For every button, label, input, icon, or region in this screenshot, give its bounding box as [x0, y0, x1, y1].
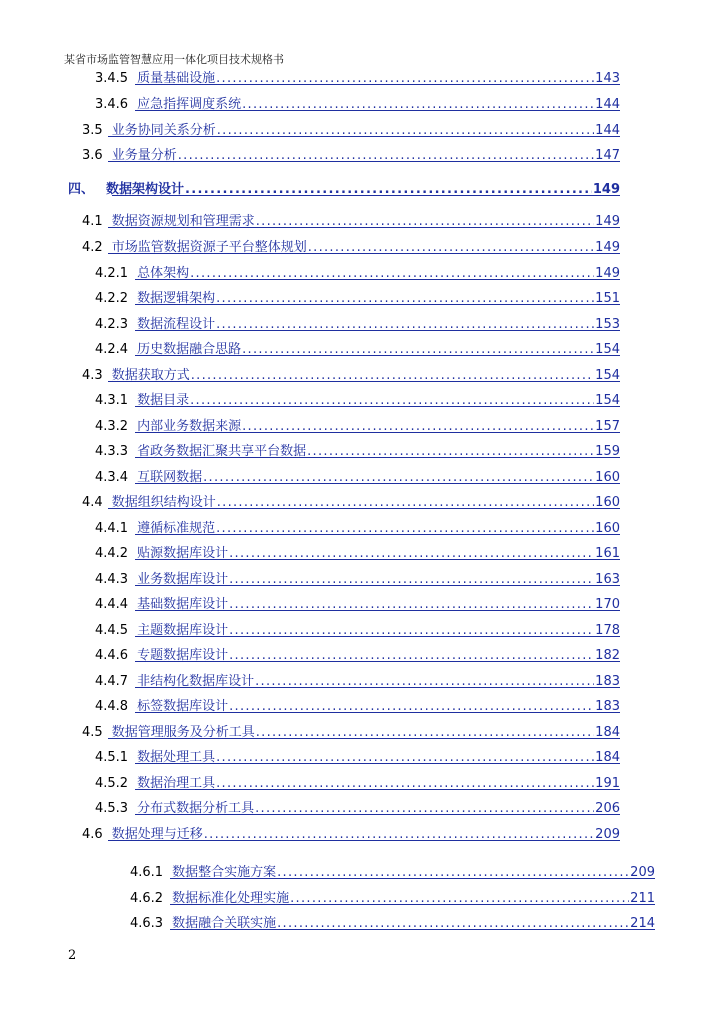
toc-entry-page: 149 — [595, 214, 620, 229]
toc-entry[interactable] — [95, 797, 620, 817]
link-underline — [108, 840, 620, 841]
toc-entry-page: 214 — [630, 916, 655, 931]
link-underline — [135, 330, 620, 331]
toc-entry-number: 4.4.8 — [95, 699, 129, 714]
toc-entry-number: 4.6 — [82, 827, 103, 842]
toc-entry-number: 4.3.2 — [95, 419, 129, 434]
toc-entry[interactable] — [95, 517, 620, 537]
toc-entry-title: 互联网数据 — [137, 470, 203, 485]
link-underline — [135, 559, 620, 560]
toc-entry-page: 209 — [630, 865, 655, 880]
toc-entry-page: 151 — [595, 291, 620, 306]
toc-entry-title: 总体架构 — [137, 266, 190, 281]
toc-entry-page: 160 — [595, 470, 620, 485]
link-underline — [135, 687, 620, 688]
toc-entry-title: 数据获取方式 — [111, 368, 190, 383]
link-underline — [135, 406, 620, 407]
toc-entry-page: 143 — [595, 71, 620, 86]
toc-entry-page: 149 — [595, 266, 620, 281]
toc-entry-page: 159 — [595, 444, 620, 459]
link-underline — [108, 136, 620, 137]
toc-entry-number: 4.5.3 — [95, 801, 129, 816]
link-underline — [108, 161, 620, 162]
toc-entry-page: 154 — [595, 393, 620, 408]
link-underline — [135, 610, 620, 611]
toc-entry-page: 157 — [595, 419, 620, 434]
toc-entry-title: 数据逻辑架构 — [137, 291, 216, 306]
toc-entry-title: 数据融合关联实施 — [172, 916, 277, 931]
toc-entry-title: 贴源数据库设计 — [137, 546, 229, 561]
link-underline — [135, 814, 620, 815]
toc-entry-page: 154 — [595, 342, 620, 357]
toc-entry-title: 业务量分析 — [111, 148, 177, 163]
toc-entry-number: 4.2.1 — [95, 266, 129, 281]
toc-entry[interactable] — [95, 389, 620, 409]
link-underline — [135, 585, 620, 586]
toc-entry[interactable] — [95, 287, 620, 307]
link-underline — [135, 712, 620, 713]
toc-entry-page: 149 — [592, 182, 620, 197]
toc-entry[interactable] — [95, 593, 620, 613]
toc-entry-page: 170 — [595, 597, 620, 612]
link-underline — [108, 381, 620, 382]
toc-entry-page: 183 — [595, 699, 620, 714]
toc-entry-number: 4.1 — [82, 214, 103, 229]
toc-entry[interactable] — [95, 644, 620, 664]
toc-entry-title: 基础数据库设计 — [137, 597, 229, 612]
toc-entry-number: 4.2.4 — [95, 342, 129, 357]
toc-entry[interactable] — [95, 670, 620, 690]
toc-entry[interactable] — [130, 887, 655, 907]
toc-entry[interactable] — [82, 144, 620, 164]
toc-entry-title: 市场监管数据资源子平台整体规划 — [111, 240, 307, 255]
link-underline — [108, 508, 620, 509]
toc-entry[interactable] — [95, 440, 620, 460]
toc-entry[interactable] — [82, 364, 620, 384]
toc-entry-page: 160 — [595, 495, 620, 510]
toc-entry-number: 4.3.4 — [95, 470, 129, 485]
toc-entry[interactable] — [95, 93, 620, 113]
toc-entry[interactable] — [95, 262, 620, 282]
toc-entry-title: 数据架构设计 — [106, 182, 185, 197]
toc-entry[interactable] — [95, 542, 620, 562]
toc-entry-number: 4.5.1 — [95, 750, 129, 765]
toc-entry-page: 153 — [595, 317, 620, 332]
link-underline — [135, 304, 620, 305]
toc-entry-page: 206 — [595, 801, 620, 816]
toc-entry-title: 数据处理工具 — [137, 750, 216, 765]
toc-entry-number: 4.5.2 — [95, 776, 129, 791]
toc-entry[interactable] — [68, 178, 620, 198]
link-underline — [170, 904, 655, 905]
link-underline — [135, 84, 620, 85]
toc-entry-page: 149 — [595, 240, 620, 255]
toc-entry[interactable] — [95, 619, 620, 639]
link-underline — [135, 110, 620, 111]
toc-entry-page: 178 — [595, 623, 620, 638]
toc-entry-page: 147 — [595, 148, 620, 163]
toc-entry-number: 4.6.1 — [130, 865, 164, 880]
toc-entry[interactable] — [95, 415, 620, 435]
toc-entry[interactable] — [82, 210, 620, 230]
toc-entry-number: 4.4.5 — [95, 623, 129, 638]
link-underline — [135, 483, 620, 484]
toc-entry-title: 历史数据融合思路 — [137, 342, 242, 357]
toc-entry-title: 数据目录 — [137, 393, 190, 408]
toc-entry-title: 数据管理服务及分析工具 — [111, 725, 255, 740]
toc-entry-title: 业务数据库设计 — [137, 572, 229, 587]
toc-entry-number: 4.2 — [82, 240, 103, 255]
toc-entry-title: 内部业务数据来源 — [137, 419, 242, 434]
toc-entry-page: 144 — [595, 97, 620, 112]
toc-entry-title: 数据组织结构设计 — [111, 495, 216, 510]
link-underline — [135, 763, 620, 764]
toc-entry[interactable] — [95, 313, 620, 333]
toc-entry-number: 四、 — [68, 182, 95, 197]
toc-entry-title: 非结构化数据库设计 — [137, 674, 255, 689]
toc-entry[interactable] — [95, 746, 620, 766]
link-underline — [108, 738, 620, 739]
toc-entry[interactable] — [82, 491, 620, 511]
toc-entry[interactable] — [95, 772, 620, 792]
link-underline — [135, 661, 620, 662]
toc-entry-number: 4.6.2 — [130, 891, 164, 906]
toc-entry-title: 数据资源规划和管理需求 — [111, 214, 255, 229]
toc-entry-page: 184 — [595, 750, 620, 765]
toc-entry-number: 4.4.6 — [95, 648, 129, 663]
toc-entry-page: 211 — [630, 891, 655, 906]
toc-entry-number: 4.3.3 — [95, 444, 129, 459]
toc-entry-number: 3.6 — [82, 148, 103, 163]
toc-entry-page: 182 — [595, 648, 620, 663]
toc-entry[interactable] — [95, 67, 620, 87]
toc-entry[interactable] — [95, 466, 620, 486]
toc-entry-title: 业务协同关系分析 — [111, 123, 216, 138]
link-underline — [108, 227, 620, 228]
link-underline — [108, 253, 620, 254]
toc-entry-title: 数据整合实施方案 — [172, 865, 277, 880]
toc-entry-number: 4.4 — [82, 495, 103, 510]
toc-entry-page: 163 — [595, 572, 620, 587]
link-underline — [135, 636, 620, 637]
link-underline — [135, 534, 620, 535]
toc-entry[interactable] — [95, 338, 620, 358]
toc-entry-number: 3.5 — [82, 123, 103, 138]
document-header: 某省市场监管智慧应用一体化项目技术规格书 — [64, 53, 284, 66]
toc-entry-page: 144 — [595, 123, 620, 138]
toc-entry-title: 标签数据库设计 — [137, 699, 229, 714]
toc-entry[interactable] — [82, 721, 620, 741]
link-underline — [135, 355, 620, 356]
toc-entry-title: 数据治理工具 — [137, 776, 216, 791]
toc-entry-number: 4.4.2 — [95, 546, 129, 561]
toc-entry-number: 4.5 — [82, 725, 103, 740]
toc-entry-page: 161 — [595, 546, 620, 561]
toc-entry-page: 209 — [595, 827, 620, 842]
toc-entry[interactable] — [82, 119, 620, 139]
toc-entry-number: 4.3.1 — [95, 393, 129, 408]
toc-entry-title: 专题数据库设计 — [137, 648, 229, 663]
toc-entry-number: 4.4.7 — [95, 674, 129, 689]
toc-entry[interactable] — [82, 236, 620, 256]
toc-entry-page: 160 — [595, 521, 620, 536]
toc-entry-title: 数据标准化处理实施 — [172, 891, 290, 906]
link-underline — [135, 279, 620, 280]
toc-entry-number: 4.3 — [82, 368, 103, 383]
toc-entry-title: 分布式数据分析工具 — [137, 801, 255, 816]
toc-entry-title: 质量基础设施 — [137, 71, 216, 86]
link-underline — [112, 195, 620, 196]
page-number: 2 — [68, 948, 77, 963]
toc-entry-number: 4.4.4 — [95, 597, 129, 612]
toc-entry-page: 184 — [595, 725, 620, 740]
toc-entry-page: 191 — [595, 776, 620, 791]
link-underline — [135, 432, 620, 433]
toc-entry-number: 3.4.6 — [95, 97, 129, 112]
toc-entry-title: 主题数据库设计 — [137, 623, 229, 638]
link-underline — [135, 457, 620, 458]
toc-entry-number: 4.2.3 — [95, 317, 129, 332]
toc-entry[interactable] — [95, 568, 620, 588]
toc-entry[interactable] — [130, 861, 655, 881]
toc-entry-title: 应急指挥调度系统 — [137, 97, 242, 112]
link-underline — [170, 929, 655, 930]
toc-entry-number: 4.6.3 — [130, 916, 164, 931]
toc-entry-number: 4.4.3 — [95, 572, 129, 587]
toc-entry-page: 183 — [595, 674, 620, 689]
toc-entry-title: 省政务数据汇聚共享平台数据 — [137, 444, 307, 459]
toc-entry[interactable] — [82, 823, 620, 843]
link-underline — [170, 878, 655, 879]
toc-entry-page: 154 — [595, 368, 620, 383]
toc-entry-title: 数据处理与迁移 — [111, 827, 203, 842]
toc-entry-number: 3.4.5 — [95, 71, 129, 86]
toc-entry-number: 4.4.1 — [95, 521, 129, 536]
toc-entry-title: 遵循标准规范 — [137, 521, 216, 536]
toc-entry[interactable] — [130, 912, 655, 932]
toc-entry[interactable] — [95, 695, 620, 715]
link-underline — [135, 789, 620, 790]
toc-entry-number: 4.2.2 — [95, 291, 129, 306]
toc-entry-title: 数据流程设计 — [137, 317, 216, 332]
